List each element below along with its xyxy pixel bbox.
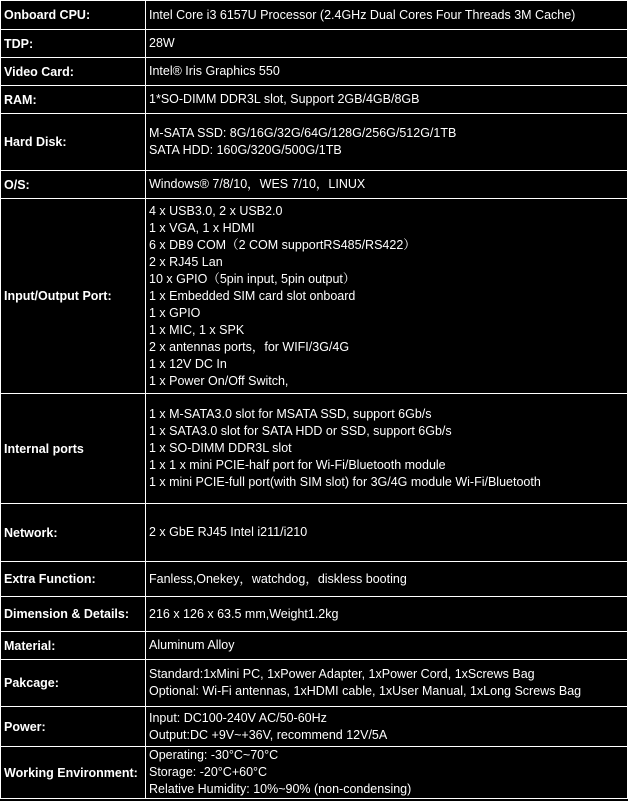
spec-row [1,114,628,171]
spec-label: Internal ports [1,394,146,504]
spec-row [1,58,628,86]
spec-value-line: 4 x USB3.0, 2 x USB2.0 [149,203,283,218]
spec-value-line: 2 x RJ45 Lan [149,254,223,269]
spec-label: Working Environment: [1,747,146,799]
spec-value-line: Storage: -20°C+60°C [149,765,268,779]
spec-value-line: 2 x GbE RJ45 Intel i211/i210 [149,525,308,539]
spec-value-line: Standard:1xMini PC, 1xPower Adapter, 1xPower Cord, 1xScrews Bag [149,667,535,681]
spec-row [1,504,628,562]
spec-row [1,562,628,597]
spec-value-line: SATA HDD: 160G/320G/500G/1TB [149,143,342,157]
spec-value [146,86,628,114]
spec-value [146,58,628,86]
spec-label: Material: [1,632,146,660]
spec-row [1,171,628,199]
spec-value-line: 1 x VGA, 1 x HDMI [149,220,255,235]
spec-value [146,114,628,171]
spec-value-line: 1 x GPIO [149,305,201,320]
spec-value [146,660,628,707]
spec-value [146,747,628,799]
spec-row [1,632,628,660]
spec-row [1,394,628,504]
spec-value-line: 1 x 12V DC In [149,356,227,371]
spec-value [146,504,628,562]
spec-row [1,707,628,747]
spec-row [1,747,628,799]
spec-value-line: 1 x M-SATA3.0 slot for MSATA SSD, support 6Gb/s [149,407,432,421]
spec-value-line: 1 x SATA3.0 slot for SATA HDD or SSD, support 6Gb/s [149,424,452,438]
spec-row [1,660,628,707]
spec-label: O/S: [1,171,146,199]
spec-value-line: Aluminum Alloy [149,638,235,652]
spec-label: Hard Disk: [1,114,146,171]
spec-label: Video Card: [1,58,146,86]
spec-label: Extra Function: [1,562,146,597]
spec-table-body [1,1,628,799]
spec-value-line: 216 x 126 x 63.5 mm,Weight1.2kg [149,606,339,621]
spec-value [146,199,628,394]
spec-label: Power: [1,707,146,747]
spec-value-line: Intel® Iris Graphics 550 [149,64,280,78]
spec-value [146,394,628,504]
spec-value-line: 1*SO-DIMM DDR3L slot, Support 2GB/4GB/8GB [149,92,420,106]
spec-value-line: 1 x mini PCIE-full port(with SIM slot) for 3G/4G module Wi-Fi/Bluetooth [149,475,541,489]
spec-value [146,707,628,747]
spec-row [1,86,628,114]
spec-value-line: Relative Humidity: 10%~90% (non-condensing) [149,782,412,796]
spec-label: Input/Output Port: [1,199,146,394]
spec-value-line: Intel Core i3 6157U Processor (2.4GHz Dual Cores Four Threads 3M Cache) [149,7,576,22]
spec-value [146,632,628,660]
spec-label: Onboard CPU: [1,1,146,30]
spec-value-line: Optional: Wi-Fi antennas, 1xHDMI cable, 1xUser Manual, 1xLong Screws Bag [149,684,582,698]
spec-label: RAM: [1,86,146,114]
spec-value-line: 1 x Power On/Off Switch, [149,373,289,388]
spec-value-line: Fanless,Onekey，watchdog，diskless booting [149,571,407,586]
spec-value-line: 1 x MIC, 1 x SPK [149,322,245,337]
spec-value [146,562,628,597]
spec-value-line: 2 x antennas ports，for WIFI/3G/4G [149,339,350,354]
spec-value-line: M-SATA SSD: 8G/16G/32G/64G/128G/256G/512G/1TB [149,126,457,140]
spec-value-line: Input: DC100-240V AC/50-60Hz [149,710,327,725]
spec-value-line: Windows® 7/8/10，WES 7/10，LINUX [149,177,366,191]
spec-value [146,30,628,58]
spec-value-line: 1 x Embedded SIM card slot onboard [149,288,356,303]
spec-label: Dimension & Details: [1,597,146,632]
spec-row [1,30,628,58]
spec-value-line: 1 x 1 x mini PCIE-half port for Wi-Fi/Bluetooth module [149,458,446,472]
spec-label: TDP: [1,30,146,58]
spec-value-line: Output:DC +9V~+36V, recommend 12V/5A [149,727,388,742]
spec-value [146,171,628,199]
spec-value [146,1,628,30]
spec-label: Pakcage: [1,660,146,707]
spec-row [1,199,628,394]
spec-label: Network: [1,504,146,562]
spec-value [146,597,628,632]
spec-value-line: 28W [149,36,175,50]
spec-row [1,1,628,30]
spec-row [1,597,628,632]
spec-value-line: Operating: -30°C~70°C [149,748,279,762]
spec-value-line: 1 x SO-DIMM DDR3L slot [149,441,292,455]
spec-value-line: 6 x DB9 COM（2 COM supportRS485/RS422） [149,237,416,252]
spec-value-line: 10 x GPIO（5pin input, 5pin output） [149,271,356,286]
